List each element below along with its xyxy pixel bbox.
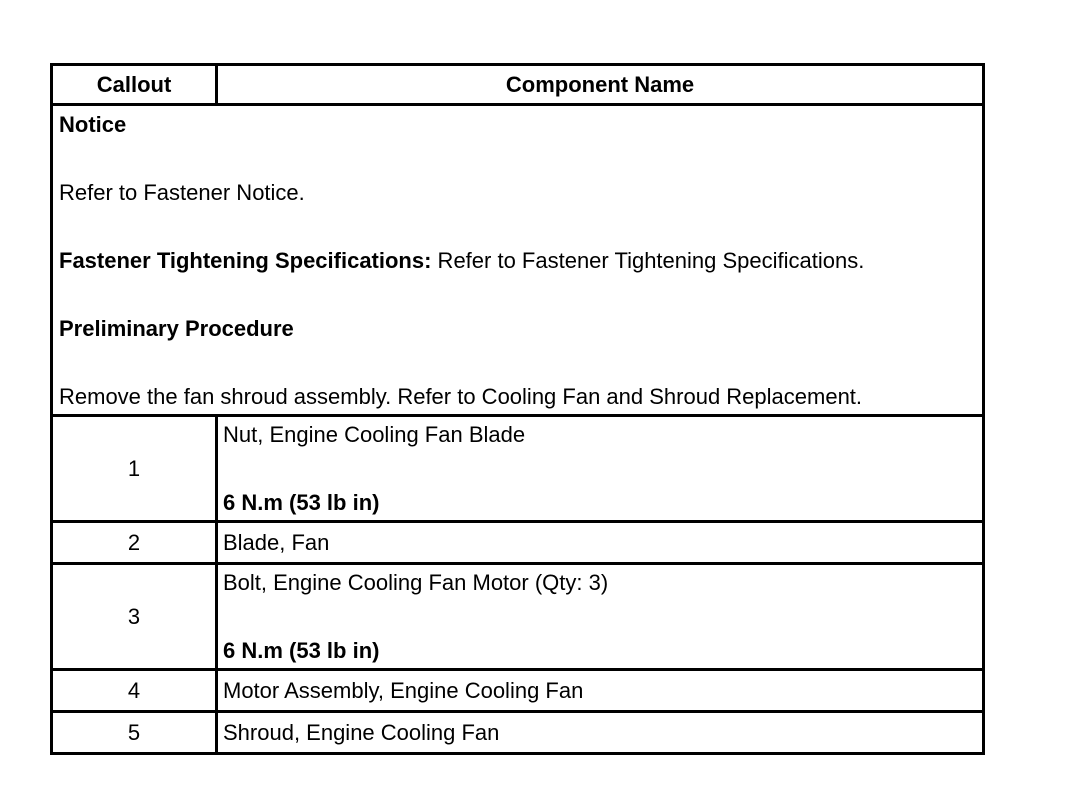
component-name: Blade, Fan: [217, 522, 984, 564]
header-row: [52, 65, 984, 105]
notice-cell: [52, 105, 984, 416]
spec-label: Fastener Tightening Specifications:: [59, 248, 432, 273]
table-row: [52, 522, 984, 564]
callout-cell: 5: [52, 712, 217, 754]
table-row: [52, 564, 984, 670]
notice-row: [52, 105, 984, 416]
header-callout: Callout: [52, 65, 217, 105]
prelim-text: Remove the fan shroud assembly. Refer to Cooling Fan and Shroud Replacement.: [59, 384, 863, 409]
prelim-title: Preliminary Procedure: [59, 316, 294, 341]
callout-cell: 2: [52, 522, 217, 564]
component-name: Nut, Engine Cooling Fan Blade: [223, 422, 526, 447]
table-row: [52, 712, 984, 754]
notice-line: Refer to Fastener Notice.: [59, 180, 305, 205]
header-component-name: Component Name: [217, 65, 984, 105]
notice-title: Notice: [59, 112, 127, 137]
component-table-wrapper: [50, 63, 982, 755]
callout-cell: 1: [52, 416, 217, 522]
component-name: Motor Assembly, Engine Cooling Fan: [217, 670, 984, 712]
component-name: Bolt, Engine Cooling Fan Motor (Qty: 3): [223, 570, 609, 595]
spec-line: [59, 248, 978, 274]
table-row: [52, 670, 984, 712]
callout-cell: 3: [52, 564, 217, 670]
table-row: [52, 416, 984, 522]
spec-text: Refer to Fastener Tightening Specifications.: [431, 248, 865, 273]
torque-spec: 6 N.m (53 lb in): [223, 490, 380, 515]
component-cell: [217, 564, 984, 670]
component-table: [50, 63, 985, 755]
callout-cell: 4: [52, 670, 217, 712]
component-name: Shroud, Engine Cooling Fan: [217, 712, 984, 754]
torque-spec: 6 N.m (53 lb in): [223, 638, 380, 663]
component-cell: [217, 416, 984, 522]
